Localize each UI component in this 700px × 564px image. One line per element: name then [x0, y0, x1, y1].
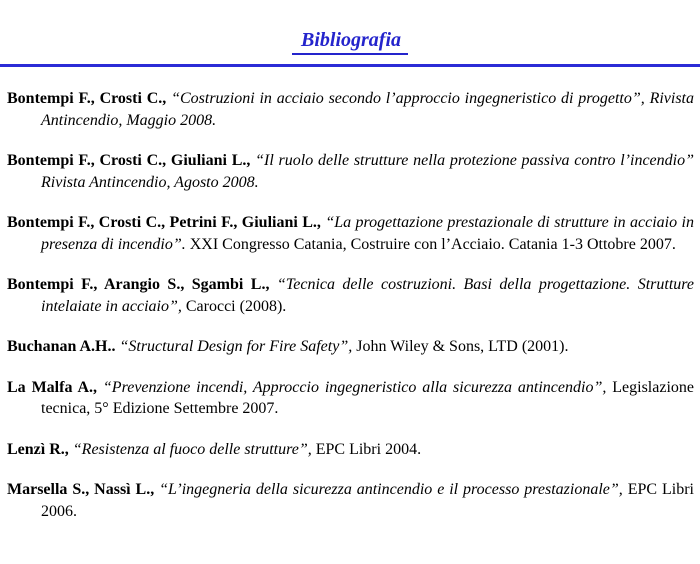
- bib-entry-authors: Bontempi F., Crosti C., Giuliani L.,: [7, 152, 256, 169]
- bib-entry: [7, 439, 694, 461]
- bib-entry-publication: EPC Libri 2004.: [315, 440, 422, 458]
- page-title: Bibliografia: [292, 29, 408, 55]
- bib-entry-publication: John Wiley & Sons, LTD (2001).: [356, 338, 569, 355]
- bib-entry-authors: Lenzì R.,: [7, 440, 73, 458]
- bib-entry-publication: Rivista Antincendio, Maggio 2008.: [41, 90, 694, 129]
- bib-entry-authors: La Malfa A.,: [7, 378, 103, 396]
- bibliography-list: [7, 88, 694, 522]
- bib-entry-authors: Bontempi F., Arangio S., Sgambi L.,: [7, 276, 277, 293]
- bib-entry-publication: Carocci (2008).: [185, 297, 287, 315]
- horizontal-divider: [0, 64, 700, 67]
- bib-entry-title: “Costruzioni in acciaio secondo l’approccio ingegneristico di progetto”,: [171, 90, 650, 107]
- title-row: [0, 0, 700, 55]
- bib-entry-title: “Resistenza al fuoco delle strutture”,: [72, 440, 316, 458]
- bib-entry-title: “L’ingegneria della sicurezza antincendio e il processo prestazionale”,: [159, 481, 628, 498]
- bib-entry-title: “Prevenzione incendi, Approccio ingegneristico alla sicurezza antincendio”,: [102, 378, 613, 396]
- bib-entry: [7, 336, 694, 358]
- bib-entry: [7, 377, 694, 420]
- bib-entry-publication: Legislazione tecnica, 5° Edizione Settembre 2007.: [41, 378, 694, 417]
- bib-entry-publication: EPC Libri 2006.: [41, 481, 694, 520]
- bib-entry: [7, 479, 694, 522]
- bib-entry-authors: Bontempi F., Crosti C., Petrini F., Giuliani L.,: [7, 214, 326, 231]
- bib-entry-authors: Buchanan A.H..: [7, 338, 120, 355]
- bib-entry: [7, 88, 694, 131]
- bib-entry-authors: Bontempi F., Crosti C.,: [7, 90, 172, 107]
- bib-entry: [7, 274, 694, 317]
- bib-entry: [7, 212, 694, 255]
- bib-entry-title: “Structural Design for Fire Safety”,: [119, 338, 357, 355]
- bib-entry-publication: XXI Congresso Catania, Costruire con l’Acciaio. Catania 1-3 Ottobre 2007.: [189, 235, 676, 253]
- bib-entry-publication: Rivista Antincendio, Agosto 2008.: [41, 173, 259, 191]
- bib-entry: [7, 150, 694, 193]
- bib-entry-authors: Marsella S., Nassì L.,: [7, 481, 160, 498]
- bib-entry-title: “La progettazione prestazionale di strutture in acciaio in presenza di incendio”.: [41, 214, 694, 253]
- bib-entry-title: “Il ruolo delle strutture nella protezione passiva contro l’incendio”: [255, 152, 695, 169]
- bib-entry-title: “Tecnica delle costruzioni. Basi della progettazione. Strutture intelaiate in acciaio”,: [41, 276, 694, 315]
